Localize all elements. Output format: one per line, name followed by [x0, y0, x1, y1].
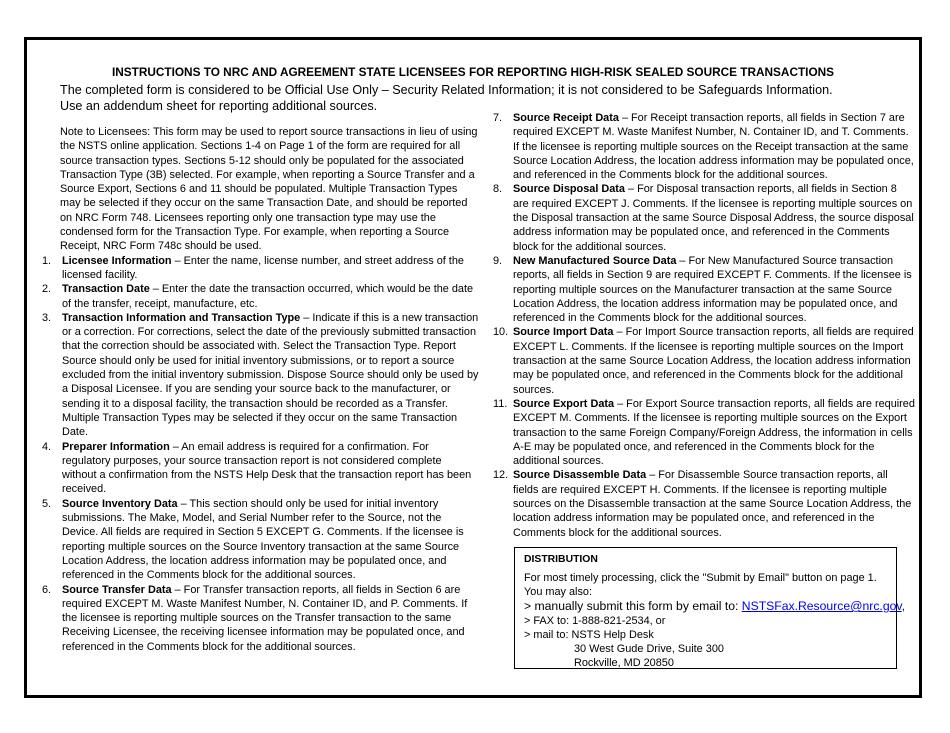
item-number: 1.: [42, 254, 52, 267]
distribution-box: [514, 547, 905, 669]
distribution-title: DISTRIBUTION: [524, 554, 598, 565]
item-number: 5.: [42, 497, 52, 510]
instruction-item: [493, 111, 915, 182]
instruction-item: [493, 325, 915, 396]
item-text: – For Transfer transaction reports, all fields in Section 6 are required EXCEPT M. Waste Manifest Number, N. Container ID, and P. Comments. If the licensee is reporting multiple sources on the Transfer transaction to the same Receiving Licensee, the receiving licensee information may be populated once, and referenced in the Comments block for the additional sources.: [62, 583, 468, 653]
instruction-item: [42, 282, 479, 311]
item-number: 12.: [493, 469, 509, 482]
email-suffix: ,: [901, 599, 905, 613]
item-text: – For Disassemble Source transaction reports, all fields are required EXCEPT H. Comments. If the licensee is reporting multiple sources on the Disassemble transaction at the same Source Location Address, the location address information may be populated once, and referenced in the Comments block for the additional sources.: [513, 469, 912, 539]
item-number: 11.: [493, 397, 508, 410]
item-heading: Transaction Date: [62, 283, 150, 296]
instruction-list-right: [493, 111, 915, 540]
mail-address-city: Rockville, MD 20850: [574, 657, 674, 669]
instruction-item: [493, 254, 915, 325]
item-heading: Source Transfer Data: [62, 583, 172, 596]
item-heading: Licensee Information: [62, 254, 172, 267]
email-prefix: > manually submit this form by email to:: [524, 599, 742, 613]
instruction-item: [493, 397, 915, 468]
item-heading: Source Import Data: [513, 326, 614, 339]
item-text: – Enter the date the transaction occurred, which would be the date of the transfer, receipt, manufacture, etc.: [62, 283, 474, 310]
instruction-item: [42, 311, 479, 440]
mail-address-street: 30 West Gude Drive, Suite 300: [574, 643, 724, 655]
page-title: INSTRUCTIONS TO NRC AND AGREEMENT STATE LICENSEES FOR REPORTING HIGH-RISK SEALED SOURCE TRANSACTIONS: [111, 65, 835, 79]
item-text: – An email address is required for a confirmation. For regulatory purposes, your source transaction report is not considered complete without a confirmation from the NSTS Help Desk that the transaction report has been received.: [62, 440, 472, 496]
instructions-page: [24, 37, 922, 698]
email-link[interactable]: NSTSFax.Resource@nrc.gov: [741, 599, 902, 613]
item-text: – For Receipt transaction reports, all fields in Section 7 are required EXCEPT M. Waste Manifest Number, N. Container ID, and T. Comments. If the licensee is reporting multiple sources on the Receipt transaction at the same Source Location Address, the location address information may be populated once, and referenced in the Comments block for the additional sources.: [513, 112, 914, 182]
intro-official-use: The completed form is considered to be Official Use Only – Security Related Information; it is not considered to be Safeguards Information.: [60, 83, 833, 97]
instruction-item: [42, 583, 479, 654]
distribution-fax: > FAX to: 1-888-821-2534, or: [524, 615, 666, 627]
item-heading: Source Inventory Data: [62, 497, 178, 510]
note-to-licensees: Note to Licensees: This form may be used to report source transactions in lieu of using the NSTS online application. Sections 1-4 on Page 1 of the form are required for all source transaction types. Sections 5-12 should only be populated for the associated Transaction Type (3B) selected. For example, when reporting a Source Transfer and a Source Export, Sections 6 and 11 should be populated. Multiple Transaction Types may be selected if they occur on the same Transaction Date, and should be reported on NRC Form 748. Licensees reporting only one transaction type may use the condensed form for the Transaction Type. For example, when reporting a Source Receipt, NRC Form 748c should be used.: [60, 126, 478, 253]
item-text: – Indicate if this is a new transaction or a correction. For corrections, select the date of the previously submitted transaction that the correction should be associated with. Select the Transaction Type. Report Source should only be used for initial inventory submissions, or to report a source excluded from the initial inventory submission. Dispose Source should only be used by a Disposal Licensee. If you are sending your source back to the manufacturer, or sending it to a disposal facility, the transaction should be recorded as a Transfer. Multiple Transaction Types may be selected if they occur on the same Transaction Date.: [62, 311, 479, 439]
distribution-timely: For most timely processing, click the "Submit by Email" button on page 1.: [524, 572, 877, 584]
left-column: [42, 125, 479, 654]
item-text: – This section should only be used for initial inventory submissions. The Make, Model, and Serial Number refer to the Source, not the Device. All fields are required in Section 5 EXCEPT G. Comments. If the licensee is reporting multiple sources on the Source Inventory transaction at the same Source Location Address, the location address information may be populated once, and referenced in the Comments block for the additional sources.: [62, 497, 464, 582]
item-number: 7.: [493, 112, 503, 124]
item-text: – For New Manufactured Source transaction reports, all fields in Section 9 are required EXCEPT F. Comments. If the licensee is reporting multiple sources on the Manufacturer transaction at the same Source Location Address, the location address information may be populated once, and referenced in the Comments block for the additional sources.: [513, 254, 912, 325]
instruction-item: [493, 468, 915, 539]
item-number: 4.: [42, 440, 52, 453]
item-heading: New Manufactured Source Data: [513, 254, 677, 267]
item-heading: Source Export Data: [513, 397, 615, 410]
instruction-item: [493, 182, 915, 253]
item-number: 8.: [493, 183, 503, 196]
distribution-mail: > mail to: NSTS Help Desk: [524, 629, 654, 641]
item-number: 6.: [42, 583, 52, 596]
intro-addendum: Use an addendum sheet for reporting additional sources.: [60, 99, 378, 113]
distribution-email-line: [524, 599, 905, 614]
right-column: [493, 111, 915, 540]
item-text: – For Disposal transaction reports, all fields in Section 8 are required EXCEPT J. Comments. If the licensee is reporting multiple sources on the Disposal transaction at the same Source Disposal Address, the source disposal address information may be populated once, and referenced in the Comments block for the additional sources.: [513, 183, 914, 253]
item-text: – For Import Source transaction reports, all fields are required EXCEPT L. Comments. If the licensee is reporting multiple sources on the Import transaction at the same Source Location Address, the location address information may be populated once, and referenced in the Comments block for the additional sources.: [513, 326, 914, 396]
instruction-list-left: [42, 254, 479, 654]
instruction-item: [42, 497, 479, 583]
instruction-item: [42, 254, 479, 283]
item-number: 3.: [42, 311, 52, 324]
item-heading: Transaction Information and Transaction Type: [62, 311, 301, 324]
item-heading: Source Disposal Data: [513, 183, 625, 196]
item-heading: Preparer Information: [62, 440, 170, 453]
item-text: – Enter the name, license number, and street address of the licensed facility.: [62, 254, 464, 281]
item-number: 2.: [42, 283, 52, 296]
item-text: – For Export Source transaction reports, all fields are required EXCEPT M. Comments. If the licensee is reporting multiple sources on the Export transaction to the same Foreign Company/Foreign Address, the information in cells A-E may be populated once, and referenced in the Comments block for the additional sources.: [513, 397, 915, 468]
item-heading: Source Disassemble Data: [513, 469, 647, 482]
item-number: 9.: [493, 254, 503, 267]
distribution-you-may-also: You may also:: [524, 586, 593, 598]
item-number: 10.: [493, 326, 509, 339]
instruction-item: [42, 440, 479, 497]
item-heading: Source Receipt Data: [513, 112, 619, 124]
